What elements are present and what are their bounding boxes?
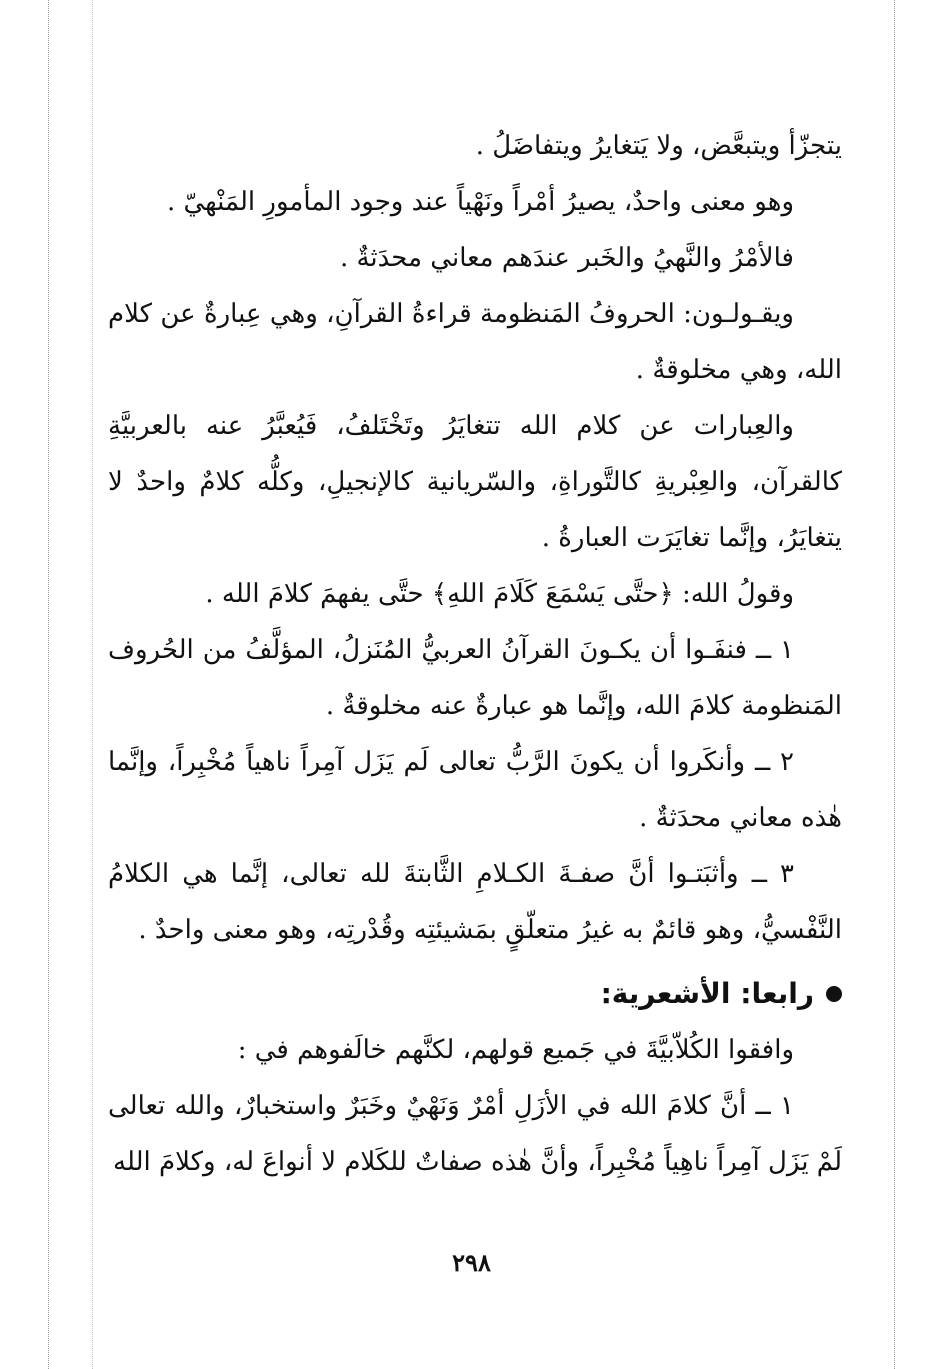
bullet-icon (826, 986, 842, 1002)
paragraph-letters-recitation: ويقـولـون: الحروفُ المَنظومة قراءةُ القرآنِ، وهي عِبارةٌ عن كلام الله، وهي مخلوقةٌ . (108, 299, 842, 385)
paragraph-command-prohibition: فالأمْرُ والنَّهيُ والخَبر عندَهم معاني محدَثةٌ . (339, 243, 794, 273)
page-number: ٢٩٨ (452, 1248, 491, 1277)
paragraph-point-2: ٢ ــ وأنكَروا أن يكونَ الرَّبُّ تعالى لَم يَزَل آمِراً ناهياً مُخْبِراً، وإنَّما هٰذه معاني محدَثةٌ . (108, 747, 842, 833)
paragraph-quran-verse: وقولُ الله: ﴿حتَّى يَسْمَعَ كَلَامَ اللهِ﴾ حتَّى يفهمَ كلامَ الله . (205, 579, 794, 609)
paragraph-single-meaning: وهو معنى واحدٌ، يصيرُ أمْراً ونَهْياً عند وجود المأمورِ المَنْهيّ . (166, 187, 794, 217)
page-body (108, 118, 842, 1190)
margin-guide-right (894, 0, 895, 1369)
margin-guide-left-outer (48, 0, 49, 1369)
paragraph-point-1: ١ ــ فنفَـوا أن يكـونَ القرآنُ العربيُّ المُنَزلُ، المؤلَّفُ من الحُروف المَنظومة كلامَ الله، وإنَّما هو عبارةٌ عنه مخلوقةٌ . (108, 635, 842, 721)
paragraph-point-3: ٣ ــ وأثبَتـوا أنَّ صفـةَ الكـلامِ الثَّابتةَ لله تعالى، إنَّما هي الكلامُ النَّفْسيُّ، وهو قائمٌ به غيرُ متعلّقٍ بمَشيئتِه وقُدْرتِه، وهو معنى واحدٌ . (108, 859, 842, 945)
paragraph-ashari-agreement: وافقوا الكُلاّبيَّةَ في جَميع قولهم، لكنَّهم خالَفوهم في : (237, 1035, 794, 1065)
paragraph-expressions: والعِبارات عن كلام الله تتغايَرُ وتَخْتَلفُ، فَيُعبَّرُ عنه بالعربيَّةِ كالقرآن، والعِبْريةِ كالتَّوراةِ، والسّريانية كالإنجيلِ، وكلُّه كلامٌ واحدٌ لا يتغايَرُ، وإنَّما تغايَرَت العبارةُ . (108, 411, 842, 553)
paragraph-continuation: يتجزّأ ويتبعَّض، ولا يَتغايرُ ويتفاضَلُ . (475, 131, 842, 161)
paragraph-ashari-point-1: ١ ــ أنَّ كلامَ الله في الأزَلِ أمْرٌ وَنَهْيٌ وخَبَرٌ واستخبارٌ، والله تعالى لَمْ يَزَل آمِراً ناهِياً مُخْبِراً، وأنَّ هٰذه صفاتٌ للكَلام لا أنواعَ له، وكلامَ الله (108, 1091, 842, 1177)
margin-guide-left-inner (92, 0, 93, 1369)
section-heading-text: رابعا: الأشعرية: (600, 977, 814, 1010)
section-heading (108, 966, 842, 1022)
